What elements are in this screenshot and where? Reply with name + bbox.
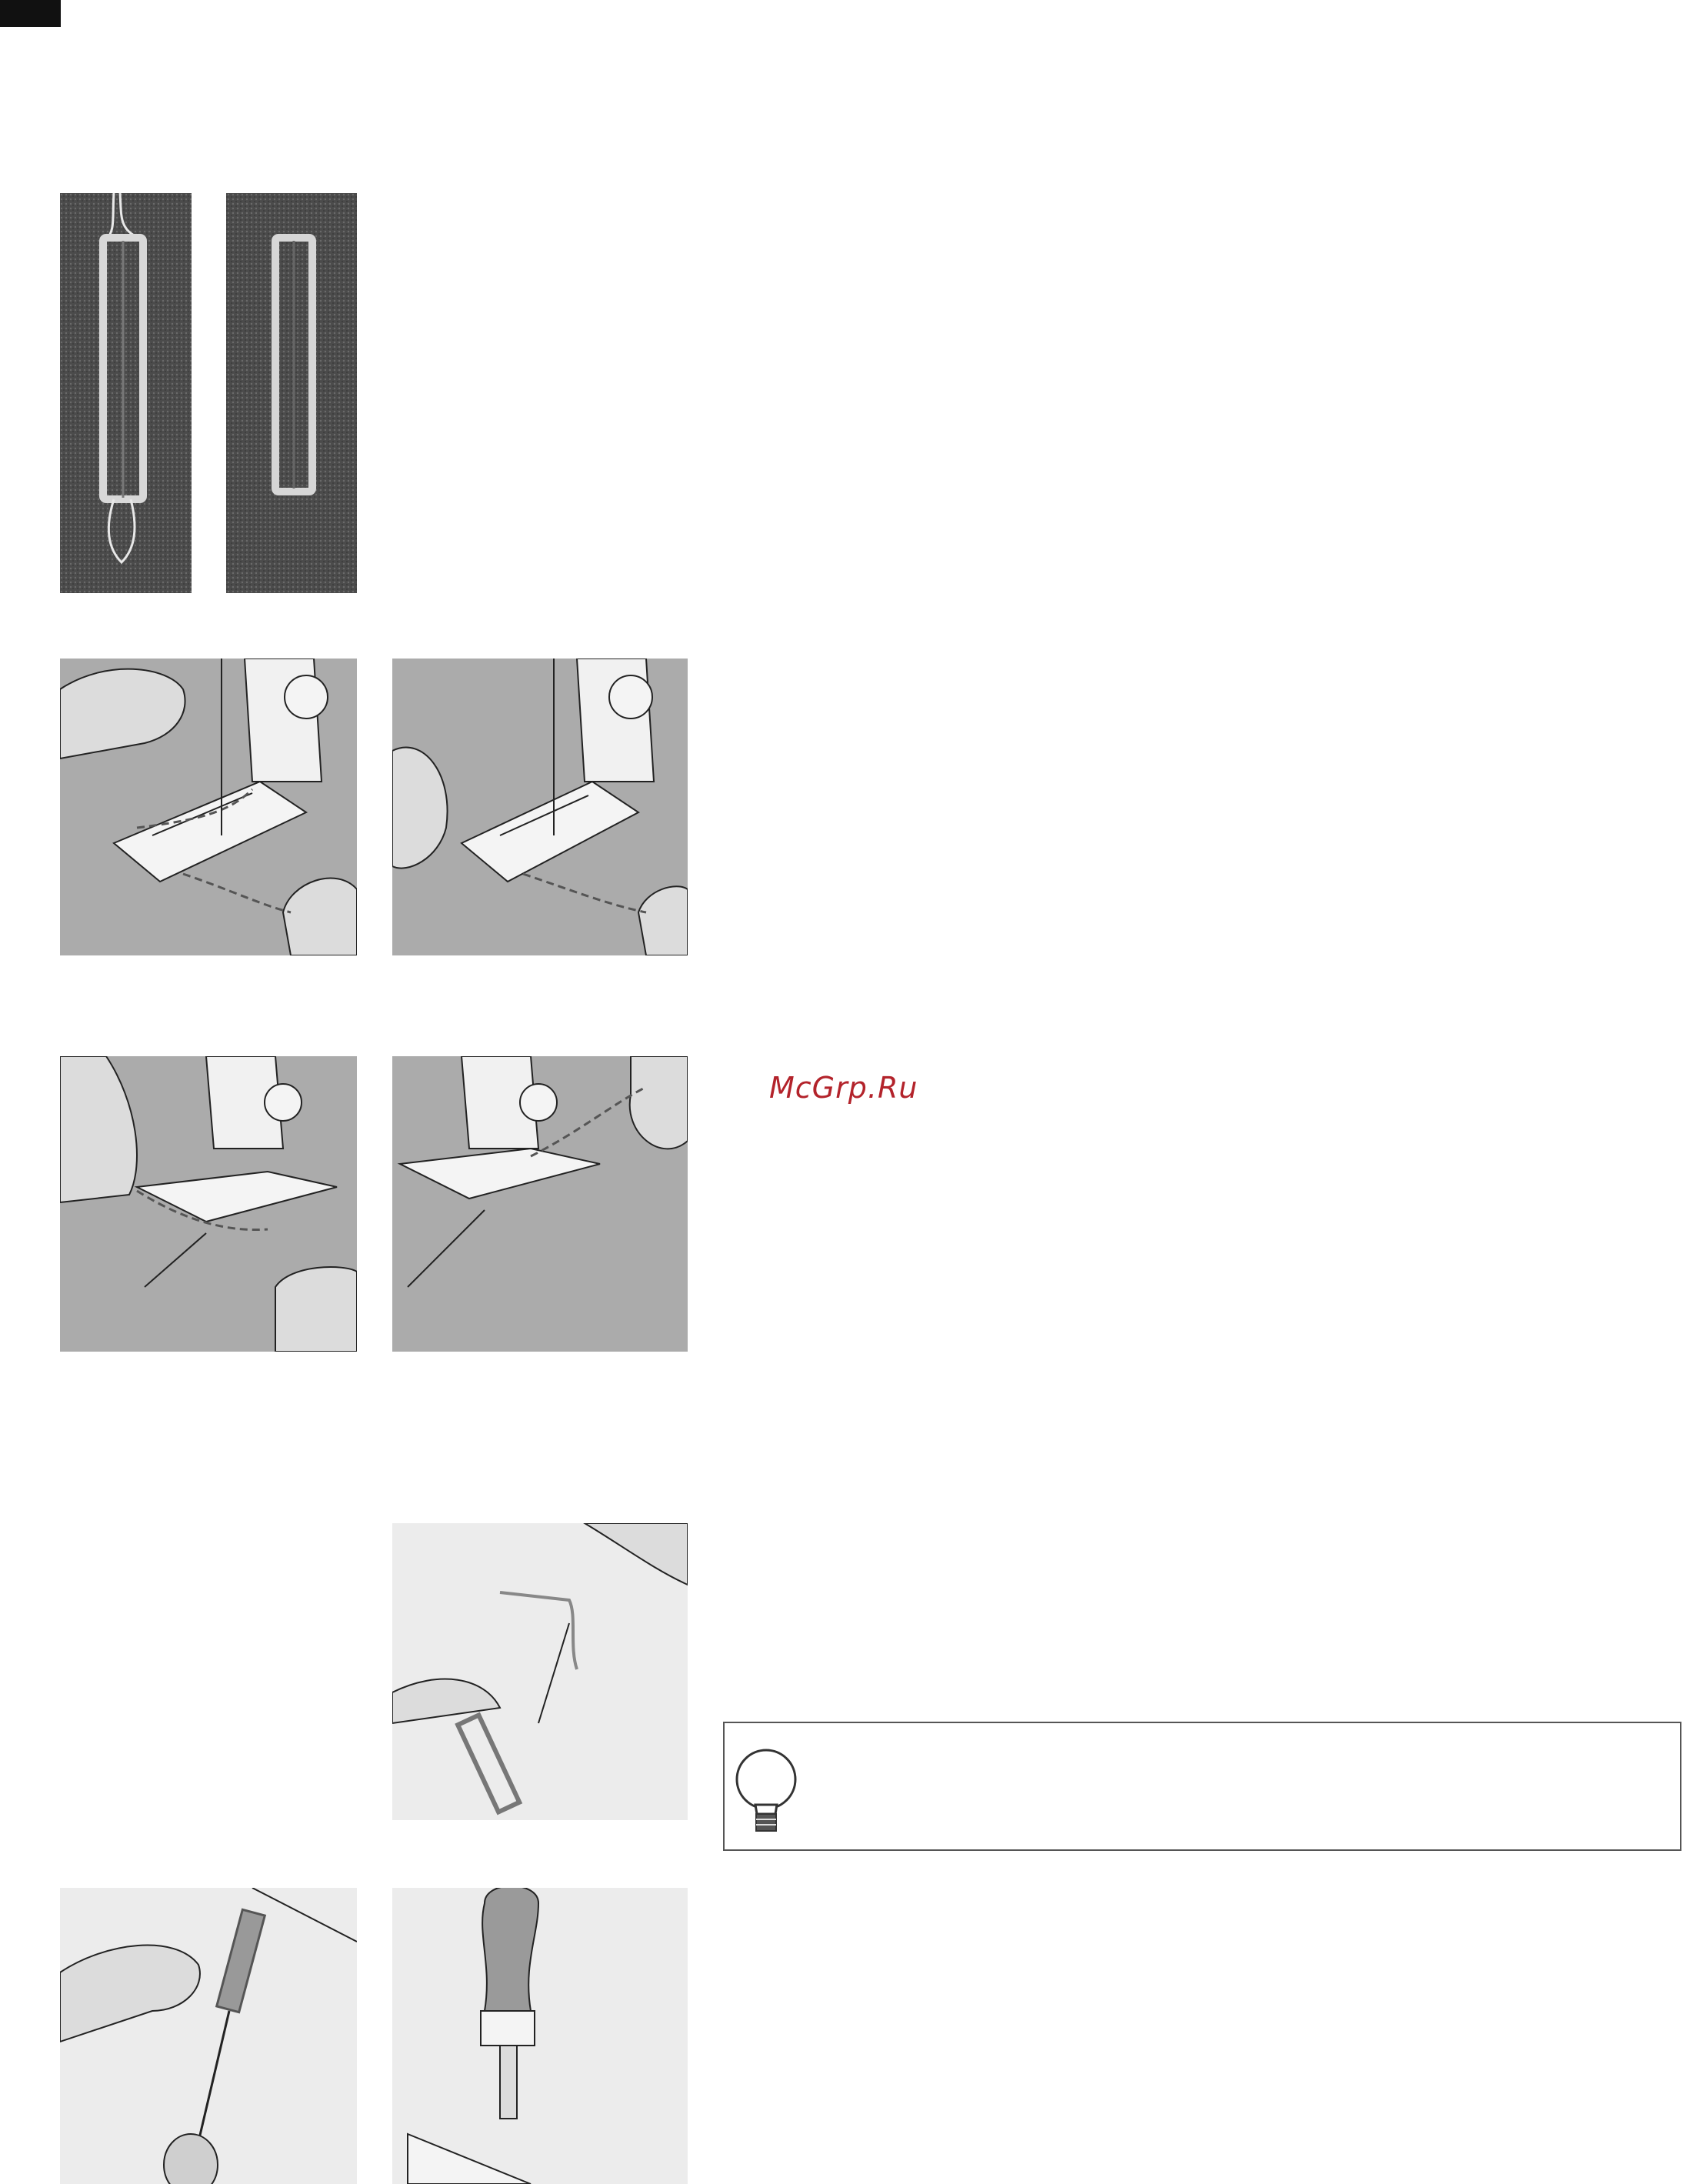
buttonhole-cutter <box>392 1888 688 2184</box>
page-corner-marker <box>0 0 61 27</box>
sledge-foot-cord-2 <box>392 659 688 955</box>
tip-box <box>723 1722 1681 1851</box>
sledge-foot-cord-1 <box>60 659 357 955</box>
photo-corded-buttonhole <box>60 193 192 593</box>
buttonhole-foot-cord-1 <box>60 1056 357 1352</box>
buttonhole-foot-cord-2 <box>392 1056 688 1352</box>
photo-plain-buttonhole <box>226 193 357 593</box>
light-bulb-icon <box>735 1745 797 1837</box>
seam-ripper <box>60 1888 357 2184</box>
watermark: McGrp.Ru <box>769 1071 918 1105</box>
needle-pull-cord <box>392 1523 688 1820</box>
